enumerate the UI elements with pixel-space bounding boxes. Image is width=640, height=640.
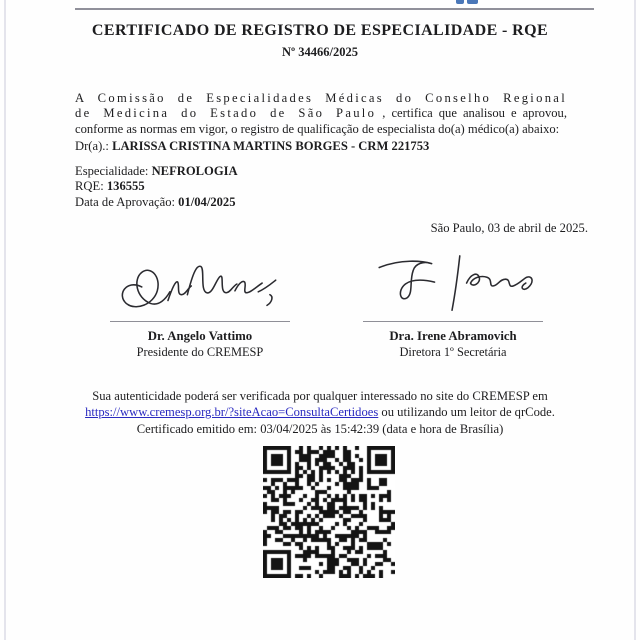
rqe-line (75, 179, 238, 194)
doctor-name: LARISSA CRISTINA MARTINS BORGES - CRM 221753 (112, 139, 430, 153)
specialty-label: Especialidade: (75, 164, 152, 178)
signatory-name: Dra. Irene Abramovich (389, 329, 517, 343)
signature-stroke-president (110, 252, 290, 318)
specialty-value: NEFROLOGIA (151, 164, 238, 178)
signatory-role: Presidente do CREMESP (136, 345, 264, 359)
doctor-line (75, 139, 429, 154)
doctor-label: Dr(a).: (75, 139, 113, 153)
rqe-value: 136555 (106, 179, 145, 194)
certificate-intro-paragraph (75, 91, 567, 138)
signature-line (110, 321, 290, 322)
certificate-number: Nº 34466/2025 (281, 45, 358, 59)
signature-block-secretary (363, 252, 543, 360)
cropped-logo-mark-icon (467, 0, 478, 4)
page-right-edge (634, 0, 636, 640)
authenticity-line2-rest: ou utilizando um leitor de qrCode. (378, 405, 555, 420)
page-left-edge (4, 0, 6, 640)
place-date: São Paulo, 03 de abril de 2025. (430, 221, 588, 235)
header-divider (75, 8, 594, 10)
qr-code (263, 446, 395, 578)
signatory-name: Dr. Angelo Vattimo (147, 329, 253, 343)
signature-stroke-secretary (363, 252, 543, 318)
rqe-label: RQE: (75, 179, 107, 194)
specialty-line (75, 164, 238, 179)
verification-link[interactable]: https://www.cremesp.org.br/?siteAcao=ConsultaCertidoes (85, 405, 379, 420)
certificate-title: CERTIFICADO DE REGISTRO DE ESPECIALIDADE - RQE (91, 22, 549, 39)
approval-date-value: 01/04/2025 (178, 194, 236, 209)
signatory-role: Diretora 1º Secretária (399, 345, 507, 359)
cropped-logo-mark-icon (456, 0, 464, 4)
specialty-block (75, 164, 238, 210)
approval-line (75, 195, 238, 210)
issuer-name: A Comissão de Especialidades Médicas do Conselho Regional de Medicina do Estado de São Paulo (75, 90, 567, 121)
authenticity-note (40, 388, 600, 437)
approval-label: Data de Aprovação: (75, 194, 179, 209)
signature-line (363, 321, 543, 322)
authenticity-line1: Sua autenticidade poderá ser verificada por qualquer interessado no site do CREMESP em (92, 389, 548, 403)
emission-line: Certificado emitido em: 03/04/2025 às 15:42:39 (data e hora de Brasília) (136, 421, 504, 436)
intro-text: , certifica que analisou e aprovou, conforme as normas em vigor, o registro de qualificação de especialista do(a) médico(a) abaixo: (75, 106, 567, 136)
signature-block-president (110, 252, 290, 360)
